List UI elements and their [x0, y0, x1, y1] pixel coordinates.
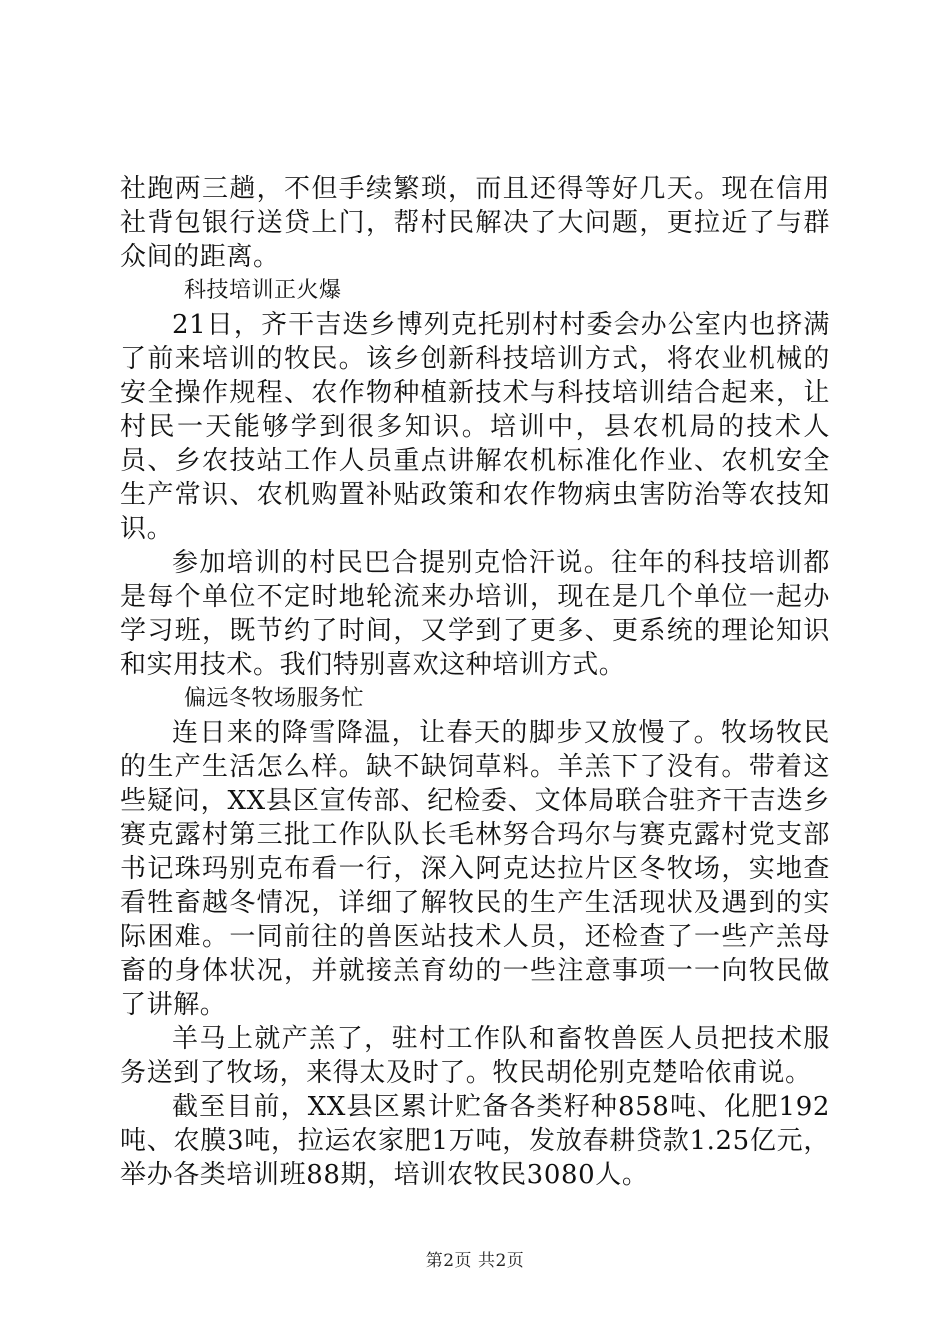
paragraph-training-event: 21日，齐干吉迭乡博列克托别村村委会办公室内也挤满了前来培训的牧民。该乡创新科技培训方式，将农业机械的安全操作规程、农作物种植新技术与科技培训结合起来，让村民一天能够学到很多知识。培训中，县农机局的技术人员、乡农技站工作人员重点讲解农机标准化作业、农机安全生产常识、农机购置补贴政策和农作物病虫害防治等农技知识。 [120, 310, 830, 544]
paragraph-continuation: 社跑两三趟，不但手续繁琐，而且还得等好几天。现在信用社背包银行送贷上门，帮村民解决了大问题，更拉近了与群众间的距离。 [120, 174, 830, 272]
paragraph-winter-pasture-visit: 连日来的降雪降温，让春天的脚步又放慢了。牧场牧民的生产生活怎么样。缺不缺饲草料。羊羔下了没有。带着这些疑问，XX县区宣传部、纪检委、文体局联合驻齐干吉迭乡赛克露村第三批工作队队长毛林努合玛尔与赛克露村党支部书记珠玛别克布看一行，深入阿克达拉片区冬牧场，实地查看牲畜越冬情况，详细了解牧民的生产生活现状及遇到的实际困难。一同前往的兽医站技术人员，还检查了一些产羔母畜的身体状况，并就接羔育幼的一些注意事项一一向牧民做了讲解。 [120, 718, 830, 1020]
section-heading-winter-pasture: 偏远冬牧场服务忙 [184, 686, 365, 711]
document-body [120, 172, 830, 1192]
paragraph-villager-quote: 参加培训的村民巴合提别克恰汗说。往年的科技培训都是每个单位不定时地轮流来办培训，现在是几个单位一起办学习班，既节约了时间，又学到了更多、更系统的理论知识和实用技术。我们特别喜欢这种培训方式。 [120, 548, 830, 680]
paragraph-statistics: 截至目前，XX县区累计贮备各类籽种858吨、化肥192吨、农膜3吨，拉运农家肥1万吨，发放春耕贷款1.25亿元，举办各类培训班88期，培训农牧民3080人。 [120, 1092, 830, 1190]
paragraph-herder-quote: 羊马上就产羔了，驻村工作队和畜牧兽医人员把技术服务送到了牧场，来得太及时了。牧民胡伦别克楚哈依甫说。 [120, 1024, 830, 1088]
page-number-footer: 第2页 共2页 [425, 1251, 525, 1271]
section-heading-tech-training: 科技培训正火爆 [184, 278, 342, 303]
